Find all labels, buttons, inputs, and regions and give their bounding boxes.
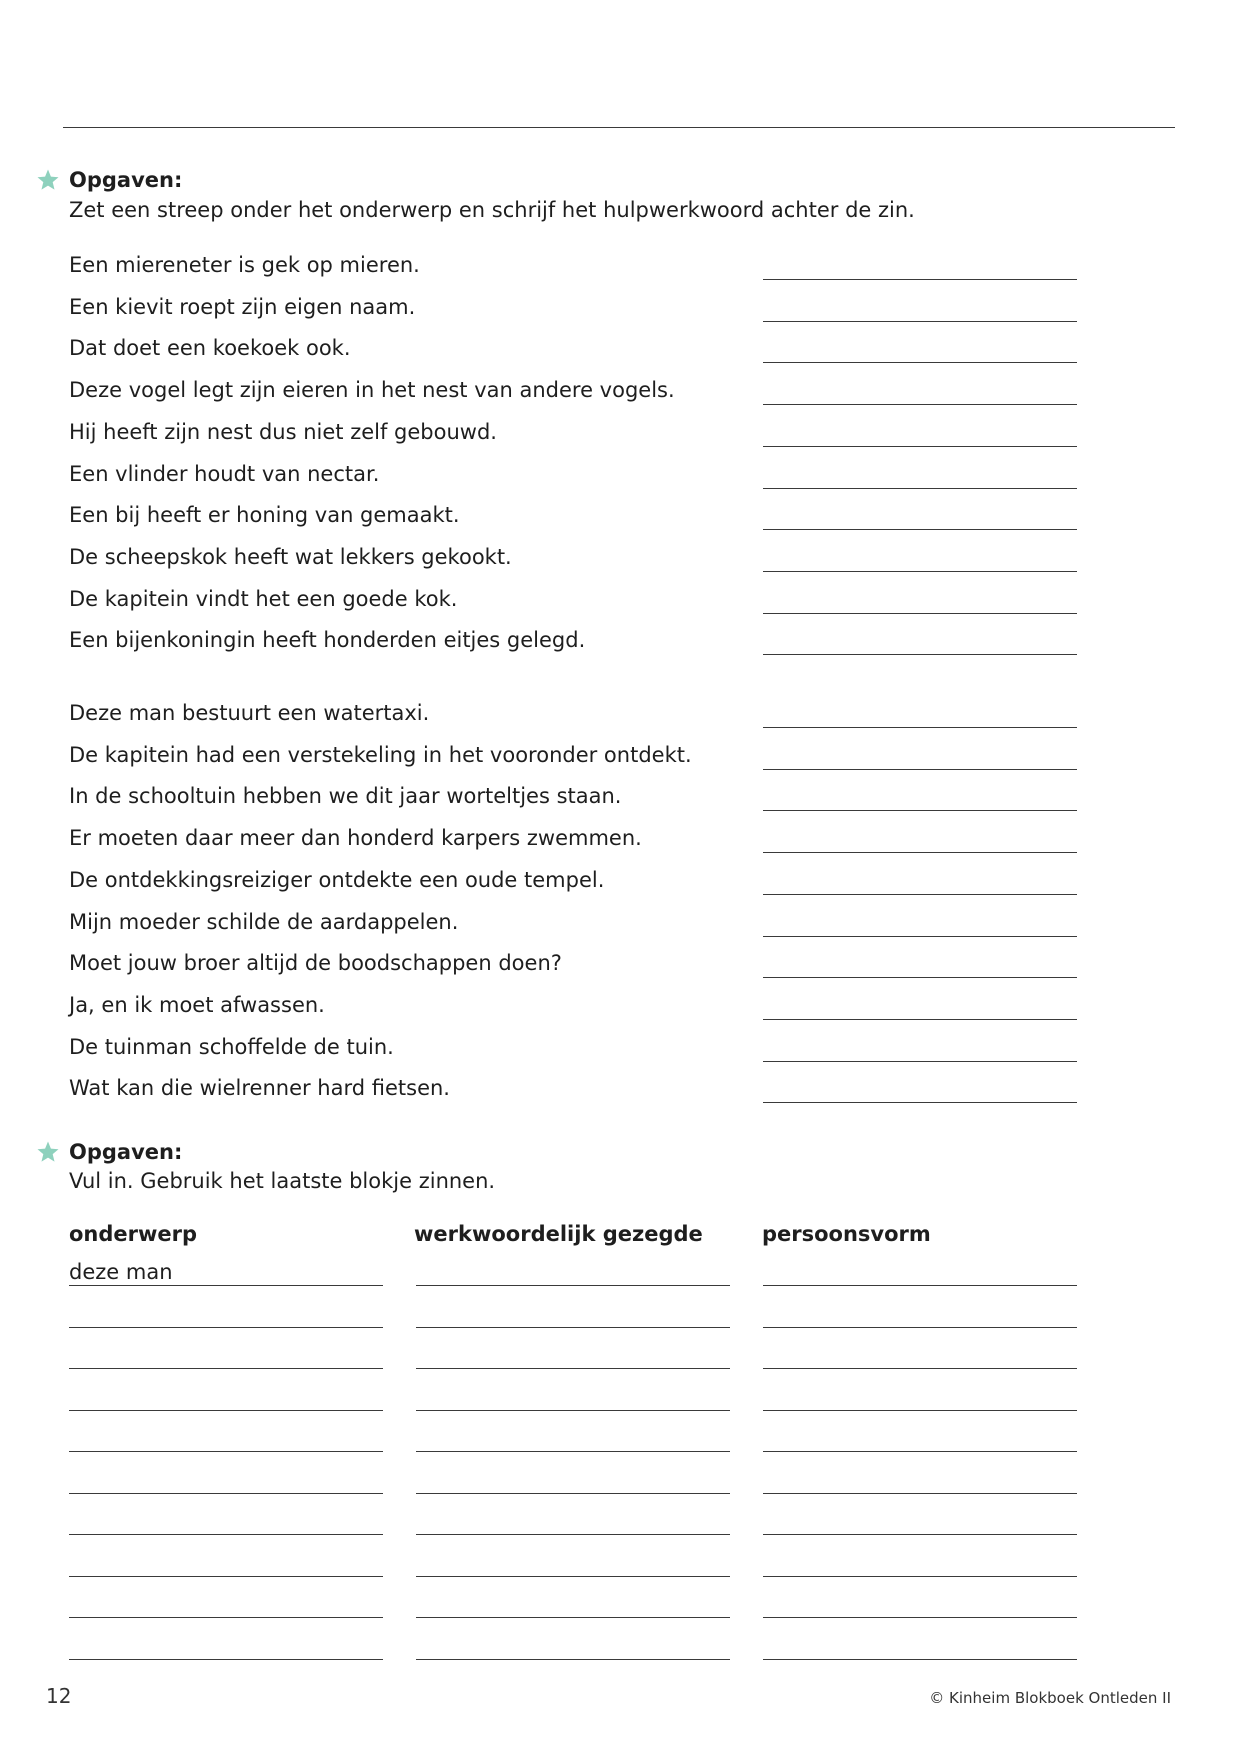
answer-line[interactable]	[763, 894, 1077, 895]
sentence-text: Een vlinder houdt van nectar.	[69, 462, 380, 486]
header-rule	[63, 127, 1175, 128]
answer-line[interactable]	[763, 321, 1077, 322]
answer-line-werkwoordelijk-gezegde[interactable]	[416, 1285, 730, 1286]
star-icon	[36, 168, 60, 192]
page-number: 12	[46, 1684, 72, 1708]
answer-line-persoonsvorm[interactable]	[763, 1327, 1077, 1328]
answer-line[interactable]	[763, 488, 1077, 489]
answer-line-werkwoordelijk-gezegde[interactable]	[416, 1576, 730, 1577]
answer-line-onderwerp[interactable]	[69, 1659, 383, 1660]
sentence-text: Een miereneter is gek op mieren.	[69, 253, 420, 277]
exercise-instruction: Zet een streep onder het onderwerp en schrijf het hulpwerkwoord achter de zin.	[69, 198, 915, 222]
answer-line-persoonsvorm[interactable]	[763, 1493, 1077, 1494]
answer-line-werkwoordelijk-gezegde[interactable]	[416, 1493, 730, 1494]
sentence-text: De ontdekkingsreiziger ontdekte een oude tempel.	[69, 868, 605, 892]
answer-line[interactable]	[763, 613, 1077, 614]
answer-line-onderwerp[interactable]	[69, 1493, 383, 1494]
answer-line[interactable]	[763, 571, 1077, 572]
exercise-heading: Opgaven:	[69, 168, 183, 192]
answer-line-onderwerp[interactable]	[69, 1410, 383, 1411]
answer-line-onderwerp[interactable]	[69, 1534, 383, 1535]
answer-line-werkwoordelijk-gezegde[interactable]	[416, 1659, 730, 1660]
sentence-text: Deze man bestuurt een watertaxi.	[69, 701, 430, 725]
answer-line-persoonsvorm[interactable]	[763, 1368, 1077, 1369]
answer-line-persoonsvorm[interactable]	[763, 1659, 1077, 1660]
answer-line-onderwerp[interactable]	[69, 1451, 383, 1452]
example-answer: deze man	[69, 1260, 173, 1284]
answer-line-onderwerp[interactable]	[69, 1327, 383, 1328]
sentence-text: Hij heeft zijn nest dus niet zelf gebouwd.	[69, 420, 497, 444]
column-header-werkwoordelijk-gezegde: werkwoordelijk gezegde	[414, 1222, 703, 1246]
answer-line[interactable]	[763, 279, 1077, 280]
column-header-onderwerp: onderwerp	[69, 1222, 198, 1246]
answer-line-persoonsvorm[interactable]	[763, 1617, 1077, 1618]
answer-line-werkwoordelijk-gezegde[interactable]	[416, 1368, 730, 1369]
answer-line-persoonsvorm[interactable]	[763, 1534, 1077, 1535]
sentence-text: Mijn moeder schilde de aardappelen.	[69, 910, 459, 934]
answer-line-onderwerp[interactable]	[69, 1576, 383, 1577]
answer-line-persoonsvorm[interactable]	[763, 1410, 1077, 1411]
exercise-heading: Opgaven:	[69, 1140, 183, 1164]
sentence-text: Er moeten daar meer dan honderd karpers zwemmen.	[69, 826, 642, 850]
sentence-text: Dat doet een koekoek ook.	[69, 336, 351, 360]
sentence-text: In de schooltuin hebben we dit jaar worteltjes staan.	[69, 784, 622, 808]
sentence-text: De kapitein vindt het een goede kok.	[69, 587, 458, 611]
sentence-text: Een kievit roept zijn eigen naam.	[69, 295, 416, 319]
answer-line-werkwoordelijk-gezegde[interactable]	[416, 1327, 730, 1328]
answer-line-werkwoordelijk-gezegde[interactable]	[416, 1534, 730, 1535]
answer-line[interactable]	[763, 1061, 1077, 1062]
sentence-text: Ja, en ik moet afwassen.	[69, 993, 325, 1017]
answer-line-persoonsvorm[interactable]	[763, 1285, 1077, 1286]
answer-line[interactable]	[763, 1102, 1077, 1103]
answer-line[interactable]	[763, 810, 1077, 811]
sentence-text: De kapitein had een verstekeling in het vooronder ontdekt.	[69, 743, 692, 767]
answer-line[interactable]	[763, 769, 1077, 770]
answer-line-werkwoordelijk-gezegde[interactable]	[416, 1451, 730, 1452]
exercise-instruction: Vul in. Gebruik het laatste blokje zinnen.	[69, 1169, 496, 1193]
answer-line[interactable]	[763, 852, 1077, 853]
sentence-text: Deze vogel legt zijn eieren in het nest van andere vogels.	[69, 378, 675, 402]
sentence-text: Wat kan die wielrenner hard fietsen.	[69, 1076, 450, 1100]
answer-line[interactable]	[763, 727, 1077, 728]
answer-line-onderwerp[interactable]	[69, 1617, 383, 1618]
answer-line-persoonsvorm[interactable]	[763, 1576, 1077, 1577]
answer-line[interactable]	[763, 977, 1077, 978]
column-header-persoonsvorm: persoonsvorm	[762, 1222, 931, 1246]
sentence-text: Moet jouw broer altijd de boodschappen doen?	[69, 951, 562, 975]
sentence-text: Een bijenkoningin heeft honderden eitjes gelegd.	[69, 628, 586, 652]
answer-line[interactable]	[763, 654, 1077, 655]
sentence-text: De scheepskok heeft wat lekkers gekookt.	[69, 545, 512, 569]
answer-line-onderwerp[interactable]	[69, 1285, 383, 1286]
star-icon	[36, 1140, 60, 1164]
answer-line-werkwoordelijk-gezegde[interactable]	[416, 1410, 730, 1411]
answer-line[interactable]	[763, 446, 1077, 447]
sentence-text: De tuinman schoffelde de tuin.	[69, 1035, 394, 1059]
answer-line[interactable]	[763, 529, 1077, 530]
answer-line[interactable]	[763, 362, 1077, 363]
answer-line[interactable]	[763, 404, 1077, 405]
copyright: © Kinheim Blokboek Ontleden II	[929, 1689, 1171, 1707]
sentence-text: Een bij heeft er honing van gemaakt.	[69, 503, 460, 527]
answer-line-onderwerp[interactable]	[69, 1368, 383, 1369]
answer-line[interactable]	[763, 1019, 1077, 1020]
answer-line-persoonsvorm[interactable]	[763, 1451, 1077, 1452]
answer-line-werkwoordelijk-gezegde[interactable]	[416, 1617, 730, 1618]
answer-line[interactable]	[763, 936, 1077, 937]
